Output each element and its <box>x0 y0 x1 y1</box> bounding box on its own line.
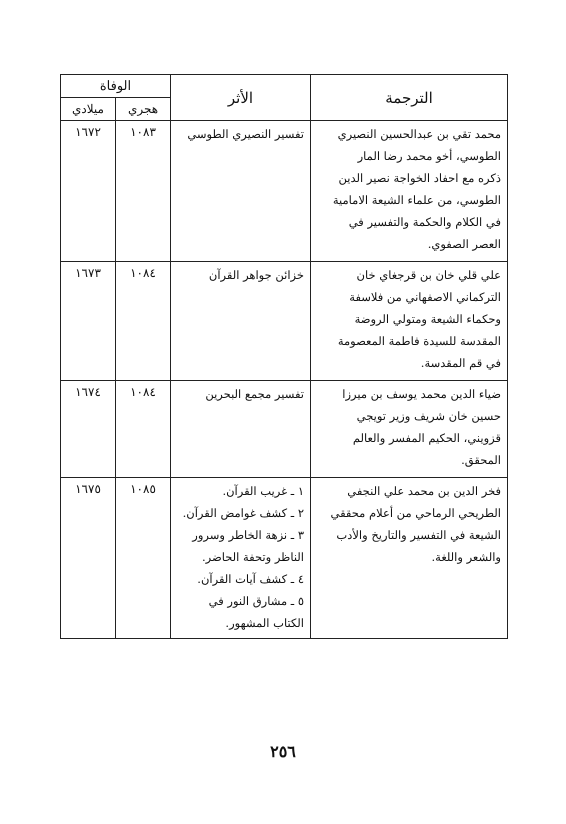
biography-line: علي قلي خان بن قرجغاي خان <box>356 268 501 282</box>
table-row <box>61 478 508 639</box>
gregorian-cell: ١٦٧٢ <box>61 121 116 262</box>
biography-line: حسين خان شريف وزير تويجي <box>356 409 501 423</box>
biography-line: وحكماء الشيعة ومتولي الروضة <box>354 312 501 326</box>
work-line: ٢ ـ كشف غوامض القرآن. <box>182 506 304 520</box>
biography-line: التركماني الاصفهاني من فلاسفة <box>349 290 501 304</box>
biography-line: والشعر واللغة. <box>431 550 501 564</box>
header-hijri: هجري <box>116 98 171 121</box>
gregorian-cell: ١٦٧٥ <box>61 478 116 639</box>
biography-line: المقدسة للسيدة فاطمة المعصومة <box>337 334 501 348</box>
biography-line: ضياء الدين محمد يوسف بن ميرزا <box>342 387 501 401</box>
work-line: الكتاب المشهور. <box>225 616 304 630</box>
work-line: الناظر وتحفة الحاضر. <box>201 550 304 564</box>
biography-line: ذكره مع احفاد الخواجة نصير الدين <box>338 171 501 185</box>
biography-table <box>60 74 508 639</box>
biography-line: العصر الصفوي. <box>427 237 501 251</box>
biography-line: المحقق. <box>461 453 501 467</box>
work-line: ٤ ـ كشف آيات القرآن. <box>197 572 304 586</box>
gregorian-cell: ١٦٧٣ <box>61 262 116 381</box>
work-line: تفسير مجمع البحرين <box>205 387 304 401</box>
biography-cell <box>311 262 508 381</box>
page-number: ٢٥٦ <box>270 742 296 761</box>
biography-line: الطريحي الرماحي من أعلام محققي <box>330 506 501 520</box>
header-gregorian: ميلادي <box>61 98 116 121</box>
biography-line: في قم المقدسة. <box>420 356 501 370</box>
gregorian-cell: ١٦٧٤ <box>61 381 116 478</box>
biography-line: الطوسي، أخو محمد رضا المار <box>357 149 501 163</box>
biography-cell <box>311 381 508 478</box>
biography-cell <box>311 478 508 639</box>
work-line: ٣ ـ نزهة الخاطر وسرور <box>192 528 304 542</box>
work-cell <box>171 262 311 381</box>
biography-line: في الكلام والحكمة والتفسير في <box>348 215 501 229</box>
biography-line: محمد تقي بن عبدالحسين النصيري <box>337 127 501 141</box>
table-row <box>61 381 508 478</box>
work-cell <box>171 478 311 639</box>
work-line: تفسير النصيري الطوسي <box>187 127 304 141</box>
table-body <box>61 121 508 639</box>
biography-line: الشيعة في التفسير والتاريخ والأدب <box>336 528 501 542</box>
header-work: الأثر <box>171 75 311 121</box>
work-line: خزائن جواهر القرآن <box>208 268 304 282</box>
hijri-cell: ١٠٨٤ <box>116 262 171 381</box>
hijri-cell: ١٠٨٤ <box>116 381 171 478</box>
table-row <box>61 262 508 381</box>
header-biography: الترجمة <box>311 75 508 121</box>
work-line: ١ ـ غريب القرآن. <box>222 484 304 498</box>
work-line: ٥ ـ مشارق النور في <box>208 594 304 608</box>
hijri-cell: ١٠٨٥ <box>116 478 171 639</box>
work-cell <box>171 121 311 262</box>
hijri-cell: ١٠٨٣ <box>116 121 171 262</box>
biography-cell <box>311 121 508 262</box>
table-row <box>61 121 508 262</box>
header-death: الوفاة <box>61 75 171 98</box>
biography-line: الطوسي، من علماء الشيعة الامامية <box>332 193 501 207</box>
biography-line: قزويني، الحكيم المفسر والعالم <box>352 431 501 445</box>
biography-line: فخر الدين بن محمد علي النجفي <box>347 484 501 498</box>
work-cell <box>171 381 311 478</box>
